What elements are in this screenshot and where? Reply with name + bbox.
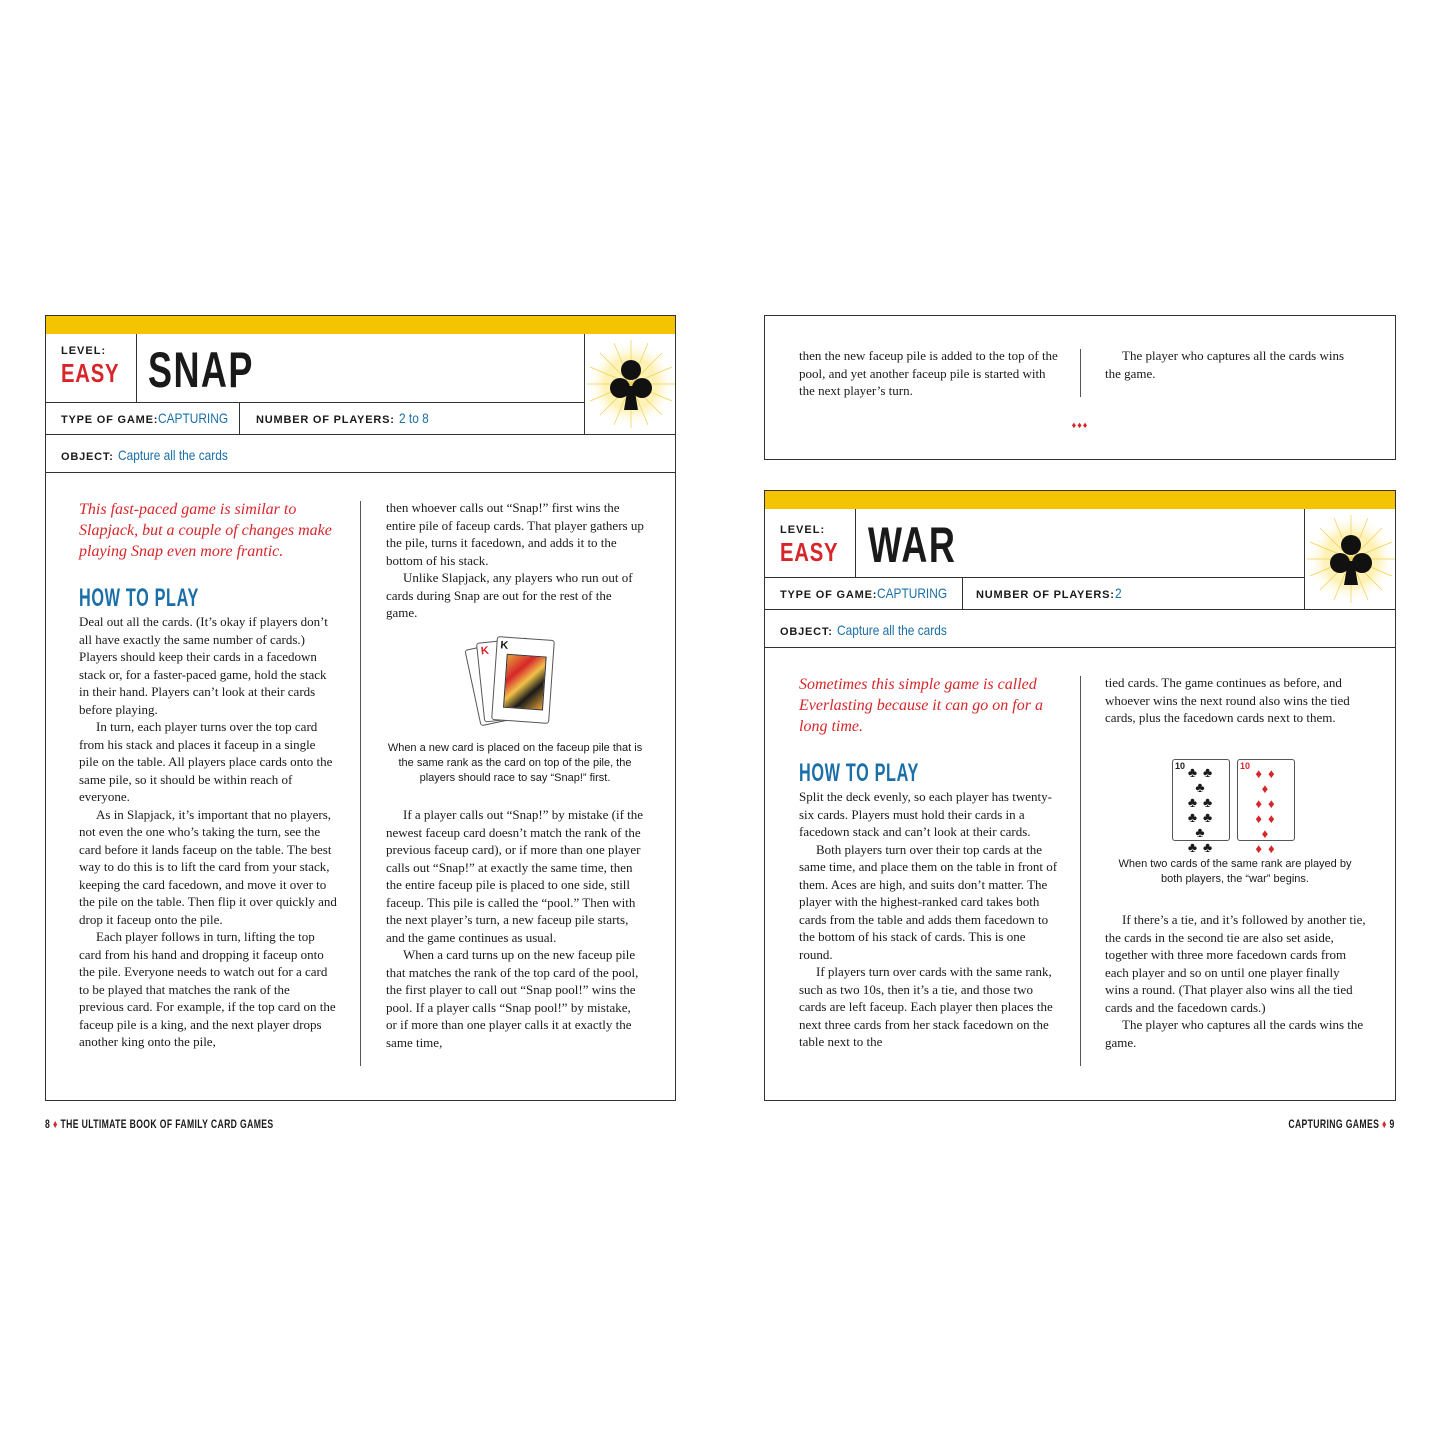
yellow-header-bar	[46, 316, 675, 334]
paragraph: Both players turn over their top cards at the same time, and place them on the table in front of them. Aces are high, and suits don’t matter. The player with the highest-ranked card takes both cards from the table and adds them facedown to the bottom of his stack of cards. This is one round.	[799, 841, 1058, 962]
column-divider	[1080, 349, 1081, 397]
card-rank: K	[499, 639, 509, 652]
continued-col-1: then the new faceup pile is added to the top of the pool, and yet another faceup pile is started with the next player’s turn.	[799, 348, 1058, 398]
image-caption: When a new card is placed on the faceup pile that is the same rank as the card on top of the pile, the players should race to say “Snap!” first.	[387, 742, 643, 784]
paragraph: If players turn over cards with the same rank, such as two 10s, then it’s a tie, and those two cards are left faceup. Each player then places the next three cards from her stack facedown on the table next to the	[799, 964, 1053, 1049]
type-of-game: TYPE OF GAME:CAPTURING	[61, 410, 229, 426]
paragraph: then whoever calls out “Snap!” first wins the entire pile of faceup cards. That player gathers up the pile, turns it facedown, and adds it to the bottom of his stack.	[386, 500, 644, 568]
number-of-players: NUMBER OF PLAYERS:2	[976, 585, 1122, 601]
paragraph: Split the deck evenly, so each player has twenty-six cards. Players must hold their cards in a facedown stack and can’t look at their cards.	[799, 789, 1052, 839]
diamond-pips: ♦♦ ♦ ♦♦ ♦♦ ♦ ♦♦	[1255, 766, 1281, 856]
intro-text: Sometimes this simple game is called Everlasting because it can go on for a long time.	[799, 676, 1043, 735]
paragraph: If a player calls out “Snap!” by mistake (if the newest faceup card doesn’t match the rank of the previous faceup card), or if more than one player calls out “Snap!” at exactly the same time, then the entire faceup pile is placed to one side, still faceup. This pile is called the “pool.” Then with the next player’s turn, a new faceup pile starts, and the game continues as usual.	[386, 807, 644, 945]
column-divider	[360, 501, 361, 1066]
yellow-header-bar	[765, 491, 1395, 509]
diamond-ornament: ♦♦♦	[1071, 420, 1089, 430]
paragraph: When a card turns up on the new faceup pile that matches the rank of the top card of the pool, the first player to call out “Snap pool!” wins the pool. If a player calls “Snap pool!” by mistake, or if more than one player calls it at exactly the same time,	[386, 947, 639, 1050]
right-footer: CAPTURING GAMES ♦ 9	[1288, 1117, 1395, 1131]
column-1-text	[799, 788, 1059, 1051]
continued-col-2: The player who captures all the cards wins the game.	[1105, 348, 1345, 381]
card-rank: 10	[1175, 761, 1186, 771]
how-to-play-heading: HOW TO PLAY	[799, 759, 920, 787]
paragraph: Deal out all the cards. (It’s okay if players don’t all have exactly the same number of cards.) Players should keep their cards in a facedown stack or, for a faster-paced game, hold the stack in their hand. Players can’t look at their cards before playing.	[79, 614, 328, 717]
level-label: LEVEL:	[61, 345, 107, 357]
column-1-text	[79, 613, 337, 1051]
type-of-game: TYPE OF GAME:CAPTURING	[780, 585, 948, 601]
continued-panel	[764, 315, 1396, 460]
card-rank: 10	[1240, 761, 1251, 771]
level-label: LEVEL:	[780, 524, 826, 536]
how-to-play-heading: HOW TO PLAY	[79, 584, 200, 612]
column-2-top-text	[1105, 674, 1367, 727]
number-of-players: NUMBER OF PLAYERS: 2 to 8	[256, 410, 429, 426]
game-title: SNAP	[148, 342, 254, 398]
paragraph: In turn, each player turns over the top card from his stack and places it faceup in a single pile on the table. All players place cards onto the same pile, so it should be within reach of everyone.	[79, 719, 333, 804]
diamond-icon: ♦	[1382, 1117, 1388, 1131]
column-divider	[1080, 676, 1081, 1066]
paragraph: tied cards. The game continues as before, and whoever wins the next round also wins the tied cards, plus the facedown cards next to them.	[1105, 675, 1350, 725]
object: OBJECT: Capture all the cards	[61, 447, 228, 463]
snap-panel	[45, 315, 676, 1101]
diamond-icon: ♦	[52, 1117, 58, 1131]
left-footer: 8 ♦ THE ULTIMATE BOOK OF FAMILY CARD GAMES	[45, 1117, 274, 1131]
paragraph: The player who captures all the cards wins the game.	[1105, 1017, 1364, 1050]
club-icon	[586, 336, 676, 432]
paragraph: Unlike Slapjack, any players who run out of cards during Snap are out for the rest of the game.	[386, 570, 633, 620]
level-value: EASY	[780, 537, 839, 567]
kings-card-illustration	[466, 634, 566, 734]
intro-text: This fast-paced game is similar to Slapjack, but a couple of changes make playing Snap even more frantic.	[79, 501, 332, 560]
paragraph: As in Slapjack, it’s important that no players, not even the one who’s taking the turn, see the card before it lands faceup on the table. The best way to do this is to lift the card from your stack, keeping the card facedown, and move it over to the pile on the table. Then flip it over quickly and drop it faceup onto the pile.	[79, 806, 337, 927]
column-2-bottom-text	[386, 806, 644, 1051]
paragraph: If there’s a tie, and it’s followed by another tie, the cards in the second tie are also set aside, together with three more facedown cards from each player and so on until one player finally wins a round. (That player also wins all the tied cards and the facedown cards.)	[1105, 912, 1366, 1015]
card-rank: K	[480, 644, 490, 658]
club-icon	[1306, 511, 1396, 607]
level-value: EASY	[61, 358, 120, 388]
club-pips: ♣♣ ♣ ♣♣ ♣♣ ♣ ♣♣	[1187, 766, 1219, 856]
object: OBJECT: Capture all the cards	[780, 622, 947, 638]
paragraph: Each player follows in turn, lifting the top card from his hand and dropping it faceup onto the pile. Everyone needs to watch out for a card to be played that matches the rank of the previous card. For example, if the top card on the faceup pile is a king, and the next player drops another king onto the pile,	[79, 929, 336, 1049]
image-caption: When two cards of the same rank are played by both players, the “war” begins.	[1118, 858, 1352, 885]
war-panel	[764, 490, 1396, 1101]
ten-of-diamonds-card	[1237, 759, 1295, 856]
game-title: WAR	[868, 517, 957, 573]
column-2-bottom-text	[1105, 911, 1367, 1051]
ten-of-clubs-card	[1172, 759, 1230, 856]
column-2-top-text	[386, 499, 644, 622]
